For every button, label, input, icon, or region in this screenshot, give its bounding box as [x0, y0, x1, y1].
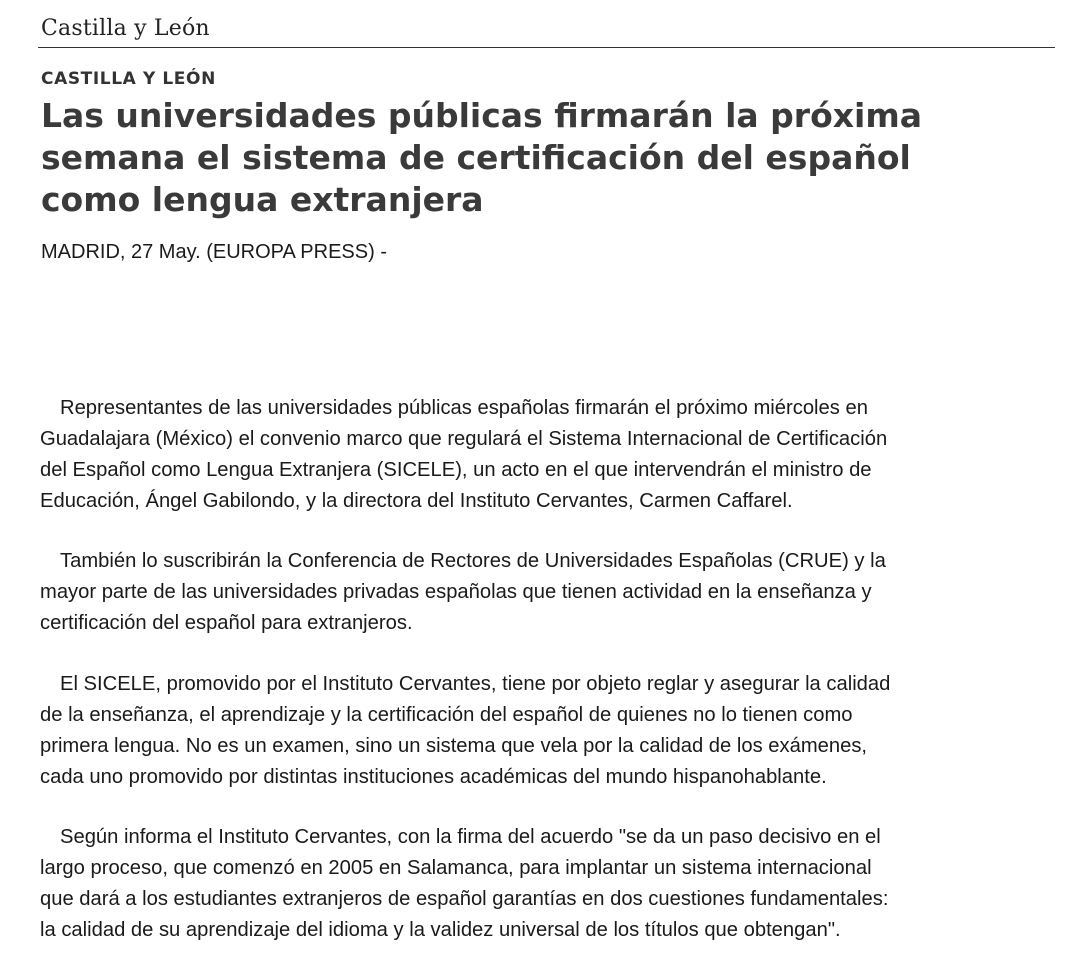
- article-headline: [41, 95, 1041, 221]
- paragraph-line: Según informa el Instituto Cervantes, con la firma del acuerdo "se da un paso decisivo en el: [60, 826, 881, 848]
- article-paragraph-2: [40, 546, 1060, 639]
- paragraph-line: primera lengua. No es un examen, sino un sistema que vela por la calidad de los exámenes,: [40, 735, 868, 757]
- paragraph-line: largo proceso, que comenzó en 2005 en Salamanca, para implantar un sistema internacional: [40, 857, 872, 879]
- article-paragraph-4: [40, 822, 1060, 946]
- paragraph-line: También lo suscribirán la Conferencia de Rectores de Universidades Españolas (CRUE) y la: [60, 550, 886, 572]
- headline-line: semana el sistema de certificación del español: [41, 138, 911, 177]
- paragraph-line: El SICELE, promovido por el Instituto Cervantes, tiene por objeto reglar y asegurar la calidad: [60, 673, 891, 695]
- paragraph-line: certificación del español para extranjeros.: [40, 612, 413, 634]
- section-header: Castilla y León: [41, 16, 210, 41]
- paragraph-line: cada uno promovido por distintas instituciones académicas del mundo hispanohablante.: [40, 766, 827, 788]
- headline-line: Las universidades públicas firmarán la próxima: [41, 96, 922, 135]
- article-paragraph-1: [40, 393, 1060, 517]
- paragraph-line: de la enseñanza, el aprendizaje y la certificación del español de quienes no lo tienen como: [40, 704, 853, 726]
- article-kicker: CASTILLA Y LEÓN: [41, 69, 216, 89]
- article-dateline: MADRID, 27 May. (EUROPA PRESS) -: [41, 241, 387, 263]
- paragraph-line: que dará a los estudiantes extranjeros de español garantías en dos cuestiones fundamentales:: [40, 888, 889, 910]
- header-divider: [38, 47, 1055, 48]
- paragraph-line: la calidad de su aprendizaje del idioma y la validez universal de los títulos que obtengan".: [40, 919, 841, 941]
- paragraph-line: Representantes de las universidades públicas españolas firmarán el próximo miércoles en: [60, 397, 868, 419]
- paragraph-line: mayor parte de las universidades privadas españolas que tienen actividad en la enseñanza y: [40, 581, 872, 603]
- paragraph-line: Educación, Ángel Gabilondo, y la directora del Instituto Cervantes, Carmen Caffarel.: [40, 490, 793, 512]
- article-paragraph-3: [40, 669, 1060, 793]
- headline-line: como lengua extranjera: [41, 180, 484, 219]
- paragraph-line: del Español como Lengua Extranjera (SICELE), un acto en el que intervendrán el ministro de: [40, 459, 872, 481]
- paragraph-line: Guadalajara (México) el convenio marco que regulará el Sistema Internacional de Certificación: [40, 428, 888, 450]
